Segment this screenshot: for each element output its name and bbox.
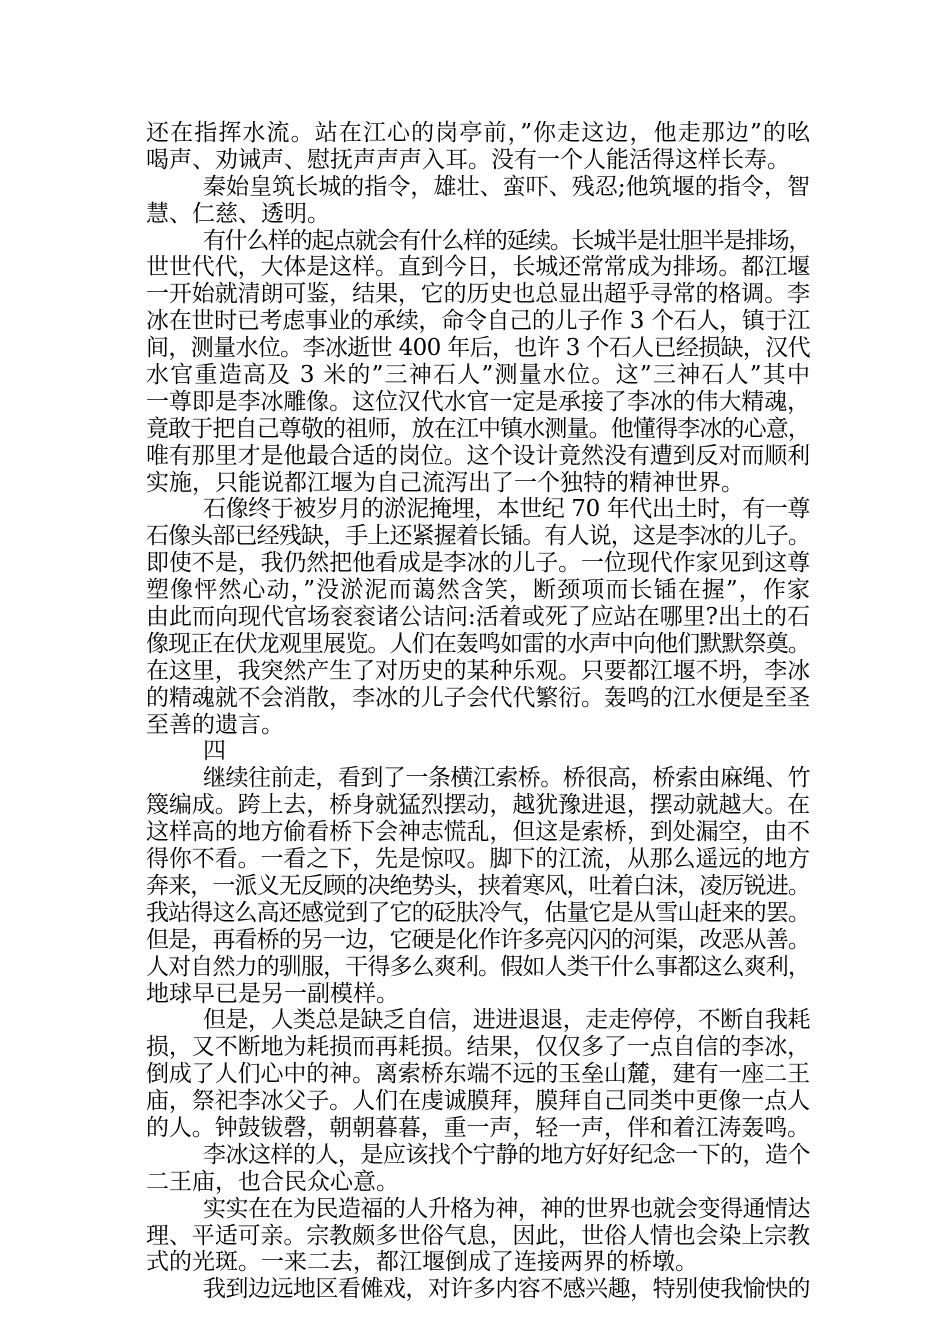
text-line: 竟敢于把自己尊敬的祖师，放在江中镇水测量。他懂得李冰的心意， [146,415,811,442]
text-line: 水官重造高及 3 米的”三神石人”测量水位。这”三神石人”其中 [146,362,810,389]
text-line: 间，测量水位。李冰逝世 400 年后，也许 3 个石人已经损缺，汉代 [146,335,810,362]
text-line: 损，又不断地为耗损而再耗损。结果，仅仅多了一点自信的李冰， [146,1034,811,1061]
text-line: 四 [203,738,226,765]
text-line: 慧、仁慈、透明。 [146,200,330,227]
text-line: 理、平适可亲。宗教颇多世俗气息，因此，世俗人情也会染上宗教 [146,1222,811,1249]
text-line: 奔来，一派义无反顾的决绝势头，挟着寒风，吐着白沫，凌厉锐进。 [146,872,811,899]
text-line: 式的光斑。一来二去，都江堰倒成了连接两界的桥墩。 [146,1249,698,1276]
text-line: 即使不是，我仍然把他看成是李冰的儿子。一位现代作家见到这尊 [146,550,811,577]
text-line: 像现正在伏龙观里展览。人们在轰鸣如雷的水声中向他们默默祭奠。 [146,630,811,657]
text-line: 的人。钟鼓钹磬，朝朝暮暮，重一声，轻一声，伴和着江涛轰鸣。 [146,1114,811,1141]
text-line: 人对自然力的驯服，干得多么爽利。假如人类干什么事都这么爽利， [146,953,811,980]
text-line: 实实在在为民造福的人升格为神，神的世界也就会变得通情达 [203,1195,811,1222]
text-line: 但是，人类总是缺乏自信，进进退退，走走停停，不断自我耗 [203,1007,811,1034]
text-line: 塑像怦然心动，”没淤泥而蔼然含笑，断颈项而长锸在握”，作家 [146,577,810,604]
document-page [146,120,810,1303]
text-line: 但是，再看桥的另一边，它硬是化作许多亮闪闪的河渠，改恶从善。 [146,926,811,953]
text-line: 一尊即是李冰雕像。这位汉代水官一定是承接了李冰的伟大精魂， [146,388,811,415]
text-line: 庙，祭祀李冰父子。人们在虔诚膜拜，膜拜自己同类中更像一点人 [146,1088,811,1115]
text-line: 实施，只能说都江堰为自己流泻出了一个独特的精神世界。 [146,469,744,496]
text-line: 冰在世时已考虑事业的承续，命令自己的儿子作 3 个石人，镇于江 [146,308,810,335]
text-line: 得你不看。一看之下，先是惊叹。脚下的江流，从那么遥远的地方 [146,846,811,873]
text-line: 这样高的地方偷看桥下会神志慌乱，但这是索桥，到处漏空，由不 [146,819,811,846]
text-line: 倒成了人们心中的神。离索桥东端不远的玉垒山麓，建有一座二王 [146,1061,811,1088]
text-line: 还在指挥水流。站在江心的岗亭前，”你走这边，他走那边”的吆 [146,120,810,146]
text-line: 石像头部已经残缺，手上还紧握着长锸。有人说，这是李冰的儿子。 [146,523,811,550]
text-line: 至善的遗言。 [146,711,284,738]
text-line: 一开始就清朗可鉴，结果，它的历史也总显出超乎寻常的格调。李 [146,281,811,308]
text-line: 在这里，我突然产生了对历史的某种乐观。只要都江堰不坍，李冰 [146,657,811,684]
text-line: 秦始皇筑长城的指令，雄壮、蛮吓、残忍;他筑堰的指令，智 [203,173,810,200]
text-line: 世世代代，大体是这样。直到今日，长城还常常成为排场。都江堰 [146,254,811,281]
text-line: 我到边远地区看傩戏，对许多内容不感兴趣，特别使我愉快的 [203,1276,811,1303]
text-line: 篾编成。跨上去，桥身就猛烈摆动，越犹豫进退，摆动就越大。在 [146,792,811,819]
text-line: 二王庙，也合民众心意。 [146,1168,399,1195]
text-line: 唯有那里才是他最合适的岗位。这个设计竟然没有遭到反对而顺利 [146,442,811,469]
text-line: 我站得这么高还感觉到了它的砭肤冷气，估量它是从雪山赶来的罢。 [146,899,811,926]
text-line: 的精魂就不会消散，李冰的儿子会代代繁衍。轰鸣的江水便是至圣 [146,684,811,711]
text-line: 李冰这样的人，是应该找个宁静的地方好好纪念一下的，造个 [203,1141,811,1168]
text-line: 喝声、劝诫声、慰抚声声声入耳。没有一个人能活得这样长寿。 [146,146,790,173]
text-line: 地球早已是另一副模样。 [146,980,399,1007]
text-line: 继续往前走，看到了一条横江索桥。桥很高，桥索由麻绳、竹 [203,765,811,792]
text-line: 有什么样的起点就会有什么样的延续。长城半是壮胆半是排场， [203,227,811,254]
text-line: 由此而向现代官场衮衮诸公诘问:活着或死了应站在哪里?出土的石 [146,604,810,631]
text-line: 石像终于被岁月的淤泥掩埋，本世纪 70 年代出土时，有一尊 [203,496,810,523]
